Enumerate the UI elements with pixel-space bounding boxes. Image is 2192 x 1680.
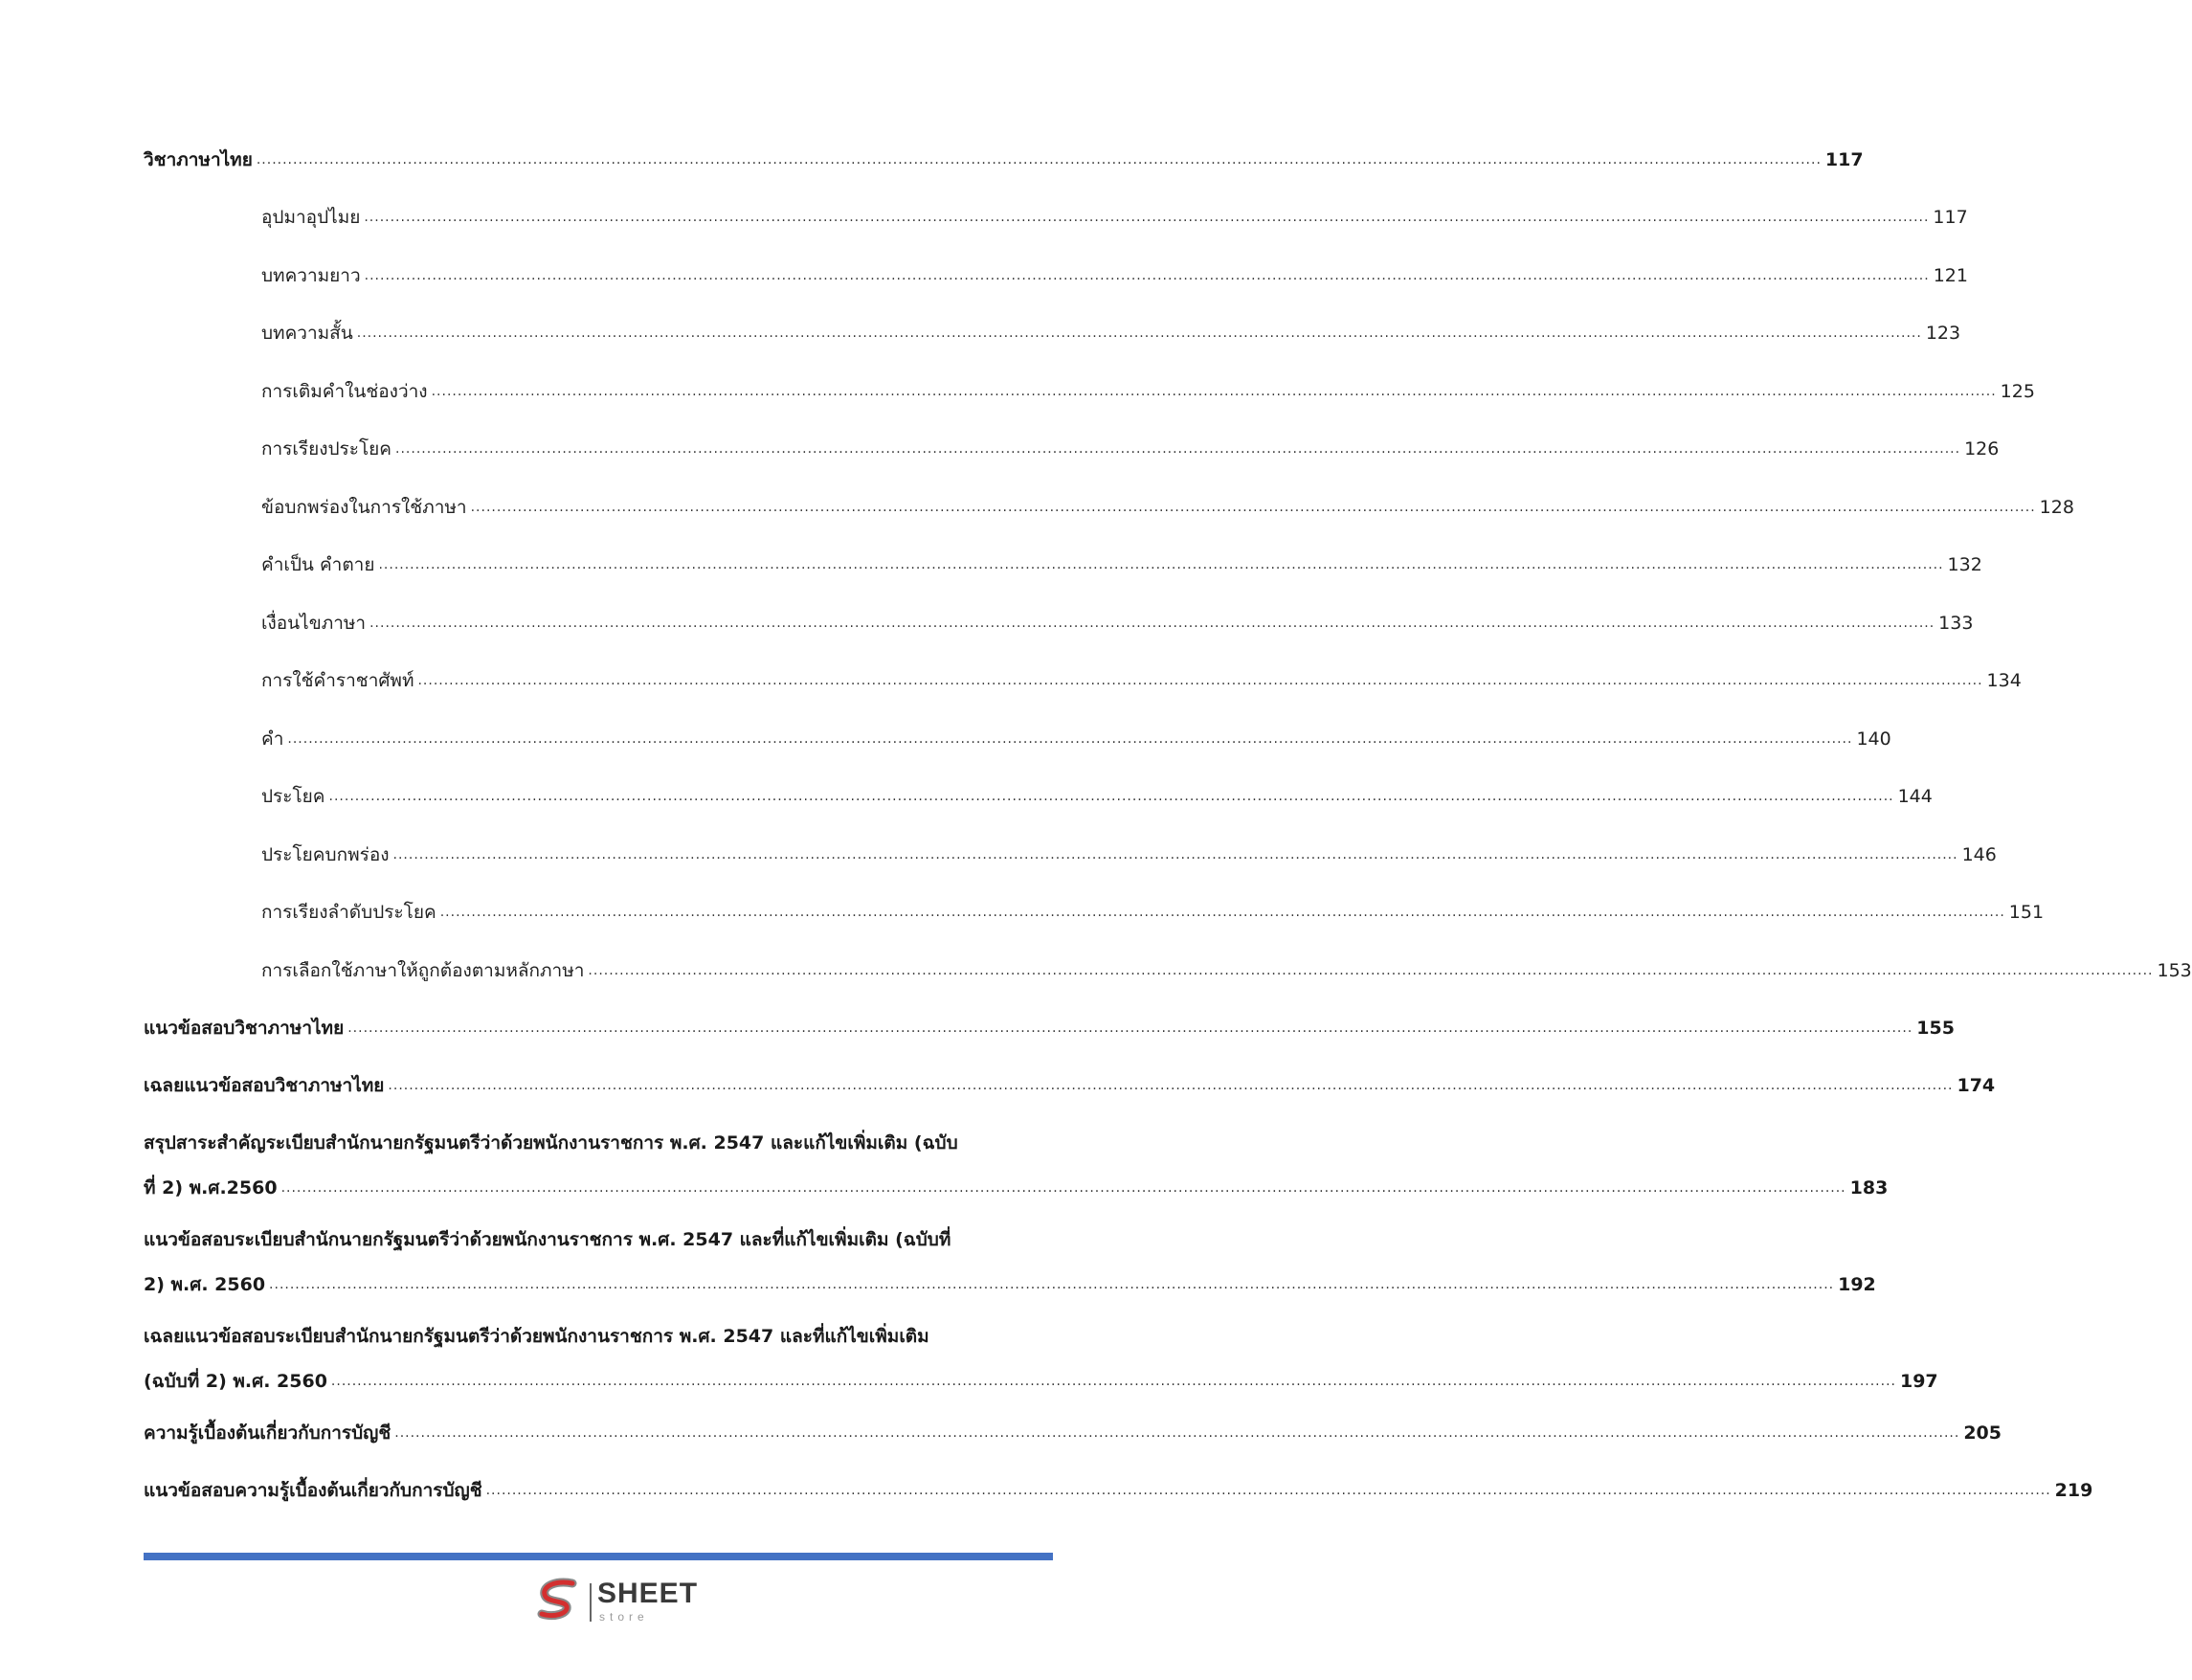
toc-sub-entry-title: ประโยค [261, 786, 325, 807]
toc-sub-page-number: 128 [2039, 496, 2074, 518]
logo-subtitle: store [599, 1610, 649, 1624]
toc-page-number: 197 [1899, 1371, 1938, 1392]
toc-sub-entry[interactable] [144, 898, 2045, 927]
toc-entry-title: เฉลยแนวข้อสอบวิชาภาษาไทย [144, 1075, 385, 1096]
toc-sub-entry-title: อุปมาอุปไมย [261, 207, 361, 228]
dot-leader: ............................................................................................................................................................................................................................................................................................................ [417, 673, 1983, 688]
toc-sub-entry[interactable] [144, 550, 1982, 579]
dot-leader: ............................................................................................................................................................................................................................................................................................................ [388, 1078, 1954, 1093]
toc-sub-page-number: 117 [1933, 207, 1968, 228]
toc-sub-page-number: 153 [2157, 959, 2192, 981]
toc-entry-thai-practice[interactable] [144, 1014, 1955, 1042]
toc-entry-accounting-practice[interactable] [144, 1476, 2093, 1505]
toc-page-number: 183 [1849, 1177, 1889, 1198]
toc-sub-entry-title: ข้อบกพร่องในการใช้ภาษา [261, 496, 467, 518]
toc-entry-title: วิชาภาษาไทย [144, 149, 253, 170]
toc-entry-regulation-practice[interactable] [144, 1225, 1876, 1299]
toc-entry-title-line1: แนวข้อสอบระเบียบสำนักนายกรัฐมนตรีว่าด้วยพนักงานราชการ พ.ศ. 2547 และที่แก้ไขเพิ่มเติม (ฉบับที่ [144, 1229, 951, 1250]
dot-leader: ............................................................................................................................................................................................................................................................................................................ [588, 962, 2154, 978]
dot-leader: ............................................................................................................................................................................................................................................................................................................ [485, 1483, 2051, 1498]
toc-sub-entry-title: เงื่อนไขภาษา [261, 612, 367, 634]
toc-entry-title: ความรู้เบื้องต้นเกี่ยวกับการบัญชี [144, 1422, 391, 1444]
toc-sub-entry-title: ประโยคบกพร่อง [261, 843, 390, 865]
toc-sub-page-number: 132 [1947, 554, 1982, 575]
toc-sub-page-number: 126 [1964, 438, 2000, 459]
logo-wordmark: SHEET [597, 1578, 699, 1609]
toc-sub-page-number: 151 [2008, 902, 2045, 923]
toc-sub-entry-title: การใช้คำราชาศัพท์ [261, 670, 414, 691]
toc-entry-regulation-summary[interactable] [144, 1129, 1889, 1202]
toc-sub-entry-title: การเรียงลำดับประโยค [261, 902, 436, 923]
dot-leader: ............................................................................................................................................................................................................................................................................................................ [347, 1020, 1913, 1036]
toc-entry-thai-subject[interactable] [144, 146, 1864, 174]
toc-entry-title-line1: สรุปสาระสำคัญระเบียบสำนักนายกรัฐมนตรีว่าด้วยพนักงานราชการ พ.ศ. 2547 และแก้ไขเพิ่มเติม (ฉบับ [144, 1132, 958, 1154]
dot-leader: ............................................................................................................................................................................................................................................................................................................ [395, 441, 1961, 457]
toc-entry-accounting-basics[interactable] [144, 1419, 2002, 1447]
dot-leader: ............................................................................................................................................................................................................................................................................................................ [470, 499, 2036, 515]
toc-sub-page-number: 146 [1961, 843, 1997, 865]
toc-entry-title-line2: 2) พ.ศ. 2560 [144, 1274, 266, 1295]
toc-entry-title-line1: เฉลยแนวข้อสอบระเบียบสำนักนายกรัฐมนตรีว่าด้วยพนักงานราชการ พ.ศ. 2547 และที่แก้ไขเพิ่มเติม [144, 1326, 929, 1347]
toc-sub-entry[interactable] [144, 203, 1968, 232]
toc-page-number: 192 [1838, 1274, 1876, 1295]
dot-leader: ............................................................................................................................................................................................................................................................................................................ [356, 325, 1922, 341]
toc-sub-entry[interactable] [144, 435, 2000, 463]
toc-sub-entry[interactable] [144, 666, 2022, 695]
toc-sub-entry[interactable] [144, 782, 1933, 811]
toc-sub-entry[interactable] [144, 956, 2192, 985]
toc-page-number: 205 [1963, 1422, 2002, 1444]
sheet-store-logo-icon [536, 1578, 582, 1625]
toc-sub-entry-title: บทความยาว [261, 264, 361, 286]
dot-leader: ............................................................................................................................................................................................................................................................................................................ [364, 210, 1930, 225]
toc-sub-page-number: 144 [1897, 786, 1933, 807]
toc-sub-entry[interactable] [144, 377, 2035, 406]
toc-page-number: 117 [1824, 149, 1864, 170]
dot-leader: ............................................................................................................................................................................................................................................................................................................ [328, 789, 1894, 804]
dot-leader: ............................................................................................................................................................................................................................................................................................................ [364, 267, 1930, 283]
toc-sub-entry-title: บทความสั้น [261, 323, 353, 344]
toc-sub-entry-title: การเติมคำในช่องว่าง [261, 380, 428, 402]
toc-entry-regulation-answers[interactable] [144, 1322, 1938, 1396]
dot-leader: ............................................................................................................................................................................................................................................................................................................ [439, 905, 2005, 920]
toc-sub-entry[interactable] [144, 261, 1968, 290]
toc-page-number: 219 [2054, 1480, 2093, 1501]
dot-leader: ............................................................................................................................................................................................................................................................................................................ [394, 1425, 1960, 1441]
toc-page-number: 155 [1916, 1018, 1955, 1039]
dot-leader: ............................................................................................................................................................................................................................................................................................................ [369, 615, 1935, 631]
toc-sub-page-number: 123 [1925, 323, 1961, 344]
toc-sub-entry[interactable] [144, 319, 1961, 347]
toc-sub-list [144, 203, 2192, 985]
dot-leader: ............................................................................................................................................................................................................................................................................................................ [330, 1374, 1896, 1389]
toc-sub-entry[interactable] [144, 609, 1974, 638]
dot-leader: ............................................................................................................................................................................................................................................................................................................ [392, 846, 1958, 862]
dot-leader: ............................................................................................................................................................................................................................................................................................................ [269, 1277, 1835, 1292]
toc-sub-entry[interactable] [144, 725, 1891, 753]
toc-entry-title-line2: ที่ 2) พ.ศ.2560 [144, 1177, 278, 1198]
dot-leader: ............................................................................................................................................................................................................................................................................................................ [256, 152, 1822, 168]
dot-leader: ............................................................................................................................................................................................................................................................................................................ [287, 730, 1853, 747]
toc-entry-title: แนวข้อสอบวิชาภาษาไทย [144, 1018, 345, 1039]
toc-sub-entry-title: การเลือกใช้ภาษาให้ถูกต้องตามหลักภาษา [261, 959, 585, 981]
sheet-store-logo [536, 1576, 699, 1629]
toc-sub-entry[interactable] [144, 840, 1997, 869]
toc-sub-page-number: 133 [1938, 612, 1974, 634]
toc-sub-entry[interactable] [144, 493, 2074, 522]
toc-sub-page-number: 125 [2000, 380, 2035, 402]
toc-sub-page-number: 134 [1986, 670, 2022, 691]
toc-sub-entry-title: คำเป็น คำตาย [261, 554, 375, 575]
toc-page-number: 174 [1957, 1075, 1996, 1096]
toc-entry-thai-answers[interactable] [144, 1071, 1996, 1100]
dot-leader: ............................................................................................................................................................................................................................................................................................................ [431, 383, 1997, 399]
toc-sub-entry-title: คำ [261, 728, 284, 750]
toc-sub-page-number: 121 [1933, 264, 1968, 286]
logo-divider [590, 1583, 592, 1622]
toc-entry-title: แนวข้อสอบความรู้เบื้องต้นเกี่ยวกับการบัญชี [144, 1480, 482, 1501]
dot-leader: ............................................................................................................................................................................................................................................................................................................ [280, 1180, 1846, 1196]
toc-entry-title-line2: (ฉบับที่ 2) พ.ศ. 2560 [144, 1371, 327, 1392]
footer-rule [144, 1553, 1053, 1560]
dot-leader: ............................................................................................................................................................................................................................................................................................................ [378, 557, 1944, 572]
toc-sub-page-number: 140 [1856, 728, 1891, 750]
toc-sub-entry-title: การเรียงประโยค [261, 438, 392, 459]
table-of-contents [144, 146, 2192, 1534]
